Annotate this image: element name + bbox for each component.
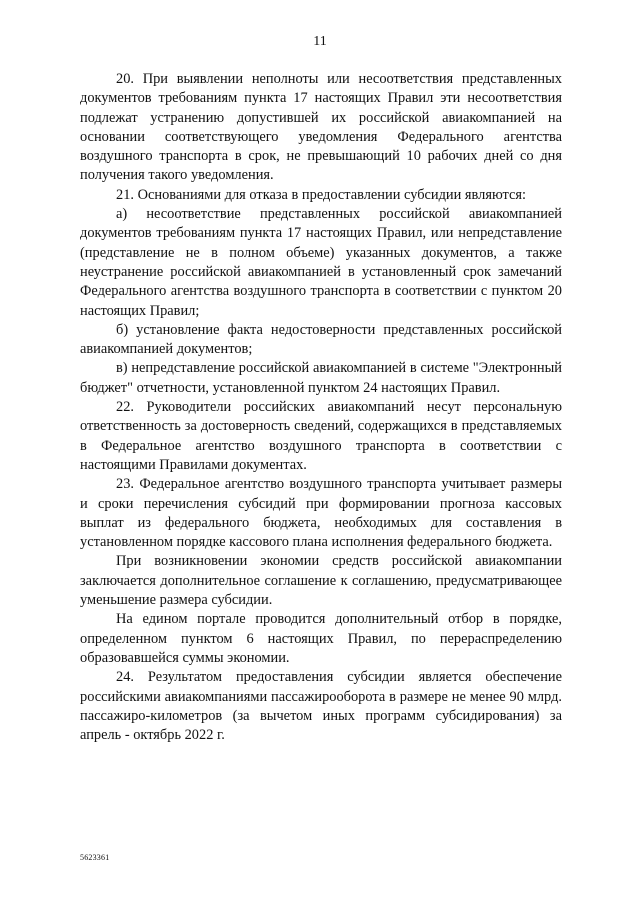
document-code: 5623361 xyxy=(80,853,110,862)
paragraph-23: 23. Федеральное агентство воздушного транспорта учитывает размеры и сроки перечисления субсидий при формировании прогноза кассовых выплат из федерального бюджета, необходимых для составления в установленном порядке кассового плана исполнения федерального бюджета. xyxy=(80,476,562,551)
paragraph-21-v: в) непредставление российской авиакомпанией в системе "Электронный бюджет" отчетности, установленной пунктом 24 настоящих Правил. xyxy=(80,360,562,396)
document-body xyxy=(80,70,562,745)
paragraph-20: 20. При выявлении неполноты или несоответствия представленных документов требованиям пункта 17 настоящих Правил эти несоответствия подлежат устранению допустившей их российской авиакомпанией на основании соответствующего уведомления Федерального агентства воздушного транспорта в срок, не превышающий 10 рабочих дней со дня получения такого уведомления. xyxy=(80,71,562,184)
paragraph-23-savings: При возникновении экономии средств российской авиакомпании заключается дополнительное соглашение к соглашению, предусматривающее уменьшение размера субсидии. xyxy=(80,553,562,609)
paragraph-24: 24. Результатом предоставления субсидии является обеспечение российскими авиакомпаниями пассажирооборота в размере не менее 90 млрд. пассажиро-километров (за вычетом иных программ субсидирования) за апрель - октябрь 2022 г. xyxy=(80,669,562,744)
paragraph-23-reselection: На едином портале проводится дополнительный отбор в порядке, определенном пунктом 6 настоящих Правил, по перераспределению образовавшейся суммы экономии. xyxy=(80,611,562,666)
paragraph-21-b: б) установление факта недостоверности представленных российской авиакомпанией документов; xyxy=(80,321,562,358)
page-number: 11 xyxy=(313,34,327,49)
paragraph-21: 21. Основаниями для отказа в предоставлении субсидии являются: xyxy=(116,186,526,203)
paragraph-22: 22. Руководители российских авиакомпаний несут персональную ответственность за достоверность сведений, содержащихся в представляемых в Федеральное агентство воздушного транспорта в соответствии с настоящими Правилами документах. xyxy=(80,399,562,473)
paragraph-21-a: а) несоответствие представленных российской авиакомпанией документов требованиям пункта 17 настоящих Правил, или непредставление (представление не в полном объеме) указанных документов, а также неустранение российской авиакомпанией в установленный срок замечаний Федерального агентства воздушного транспорта в соответствии с пунктом 20 настоящих Правил; xyxy=(80,206,562,319)
